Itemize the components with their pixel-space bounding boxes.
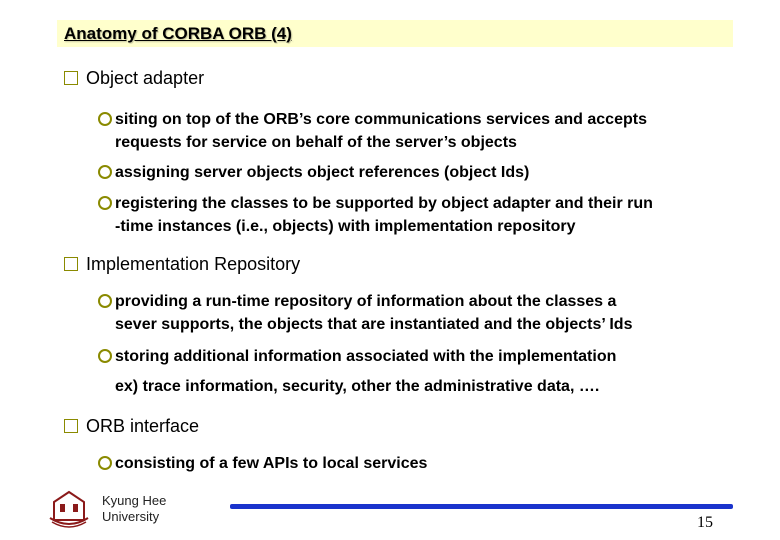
circle-bullet-icon	[98, 294, 112, 308]
list-item-text: assigning server objects object references (object Ids)	[115, 164, 530, 181]
section-heading: ORB interface	[86, 416, 200, 436]
page-number: 15	[697, 514, 713, 531]
section-heading: Object adapter	[86, 68, 205, 88]
section-object-adapter	[64, 68, 204, 89]
circle-bullet-icon	[98, 196, 112, 210]
list-item	[98, 290, 728, 336]
circle-bullet-icon	[98, 112, 112, 126]
section-implementation-repository	[64, 254, 300, 275]
university-name	[102, 493, 166, 525]
list-item-text: registering the classes to be supported by object adapter and their run -time instances (i.e., objects) with implementation repository	[115, 195, 653, 235]
footer-divider	[230, 504, 733, 509]
square-bullet-icon	[64, 257, 78, 271]
list-item	[98, 161, 728, 184]
university-name-line1: Kyung Hee	[102, 493, 167, 508]
list-item-text: storing additional information associated with the implementation	[115, 348, 617, 365]
circle-bullet-icon	[98, 349, 112, 363]
square-bullet-icon	[64, 419, 78, 433]
list-item	[98, 108, 728, 154]
list-item-text: siting on top of the ORB’s core communications services and accepts requests for service on behalf of the server’s objects	[115, 111, 647, 151]
title-bar	[57, 20, 733, 47]
circle-bullet-icon	[98, 165, 112, 179]
university-name-line2: University	[102, 509, 160, 524]
university-logo-icon	[48, 488, 90, 528]
note-text: ex) trace information, security, other the administrative data, ….	[115, 378, 600, 395]
section-heading: Implementation Repository	[86, 254, 301, 274]
section-orb-interface	[64, 416, 199, 437]
list-item-text: consisting of a few APIs to local services	[115, 455, 428, 472]
slide-title: Anatomy of CORBA ORB (4)	[64, 24, 292, 43]
square-bullet-icon	[64, 71, 78, 85]
list-item	[98, 345, 728, 368]
list-item-text: providing a run-time repository of information about the classes a sever supports, the objects that are instantiated and the objects’ Ids	[115, 293, 633, 333]
list-item	[98, 452, 728, 475]
list-item	[98, 192, 728, 238]
circle-bullet-icon	[98, 456, 112, 470]
